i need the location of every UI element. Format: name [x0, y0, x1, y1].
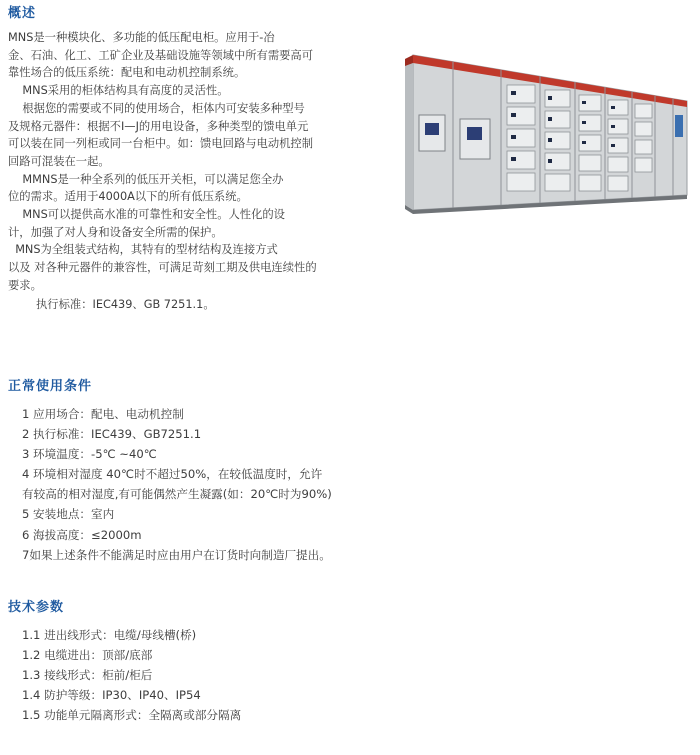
params-item: 1.4 防护等级：IP30、IP40、IP54 [22, 688, 201, 703]
overview-line: 以及 对各种元器件的兼容性，可满足苛刻工期及供电连续性的 [8, 261, 317, 275]
overview-heading: 概述 [8, 6, 37, 21]
conditions-list [22, 404, 402, 565]
switchgear-cabinet-image [405, 45, 695, 215]
overview-line: MNS可以提供高水准的可靠性和安全性。人性化的设 [8, 208, 285, 222]
overview-line: 可以装在同一列柜或同一台柜中。如：馈电回路与电动机控制 [8, 137, 314, 151]
overview-line: 靠性场合的低压系统：配电和电动机控制系统。 [8, 66, 246, 80]
overview-line: 金、石油、化工、工矿企业及基础设施等领域中所有需要高可 [8, 48, 314, 62]
conditions-item: 6 海拔高度：≤2000m [22, 527, 142, 542]
conditions-item: 4 环境相对湿度 40℃时不超过50%，在较低温度时，允许 [22, 467, 323, 482]
standard-line: 执行标准：IEC439、GB 7251.1。 [36, 298, 215, 311]
overview-line: 及规格元器件：根据不I—J的用电设备，多种类型的馈电单元 [8, 119, 309, 133]
overview-line: MNS采用的柜体结构具有高度的灵活性。 [8, 84, 229, 98]
conditions-item: 5 安装地点：室内 [22, 507, 115, 522]
params-item: 1.5 功能单元隔离形式：全隔离或部分隔离 [22, 708, 242, 723]
conditions-item: 1 应用场合：配电、电动机控制 [22, 407, 184, 421]
overview-line: MNS是一种模块化、多功能的低压配电柜。应用于-冶 [8, 31, 275, 44]
conditions-item: 2 执行标准：IEC439、GB7251.1 [22, 427, 202, 442]
params-item: 1.2 电缆进出：顶部/底部 [22, 648, 153, 663]
overview-line: MNS为全组装式结构，其特有的型材结构及连接方式 [8, 243, 278, 257]
conditions-item: 3 环境温度：-5℃ ~40℃ [22, 447, 157, 462]
overview-line: MMNS是一种全系列的低压开关柜，可以满足您全办 [8, 172, 284, 186]
params-item: 1.3 接线形式：柜前/柜后 [22, 668, 153, 683]
conditions-heading: 正常使用条件 [8, 379, 93, 394]
params-list [22, 625, 402, 725]
conditions-item: 有较高的相对湿度,有可能偶然产生凝露(如：20℃时为90%) [22, 487, 332, 502]
params-item: 1.1 进出线形式：电缆/母线槽(桥) [22, 628, 197, 642]
overview-line: 回路可混装在一起。 [8, 154, 110, 168]
conditions-item: 7如果上述条件不能满足时应由用户在订货时向制造厂提出。 [22, 547, 331, 562]
overview-text [8, 29, 353, 295]
overview-line: 计，加强了对人身和设备安全所需的保护。 [8, 225, 223, 239]
overview-line: 位的需求。适用于4000A以下的所有低压系统。 [8, 190, 248, 204]
params-heading: 技术参数 [8, 600, 65, 615]
overview-line: 根据您的需要或不同的使用场合，柜体内可安装多种型号 [8, 101, 305, 115]
overview-line: 要求。 [8, 278, 42, 292]
